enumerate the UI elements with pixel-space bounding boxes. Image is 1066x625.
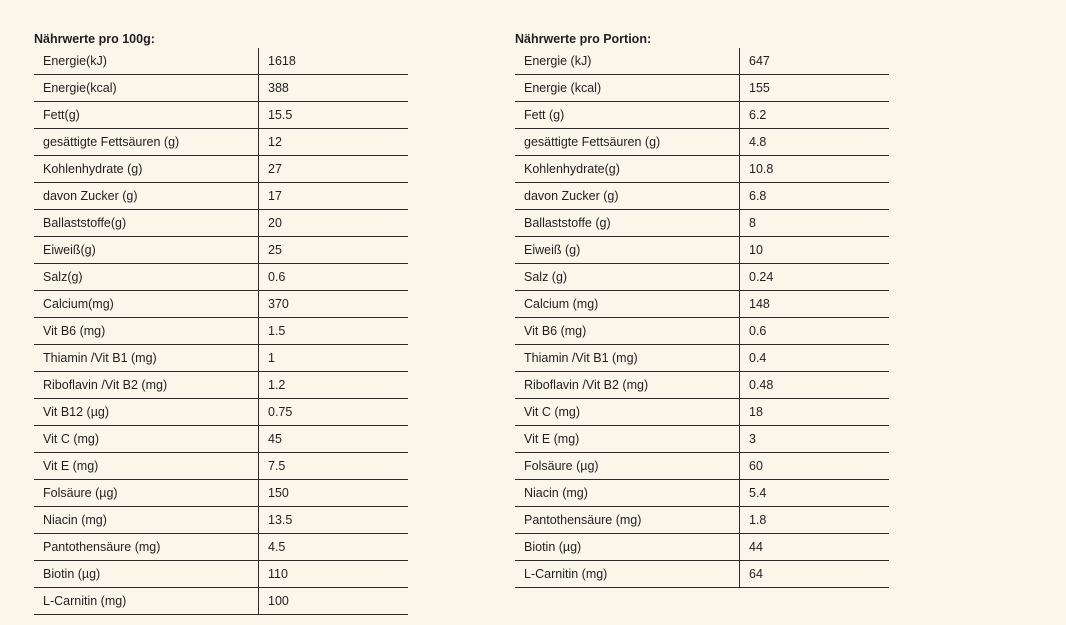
nutrient-name: Calcium(mg): [34, 291, 259, 318]
nutrient-value: 6.2: [740, 102, 890, 129]
nutrient-value: 25: [259, 237, 409, 264]
nutrient-name: Calcium (mg): [515, 291, 740, 318]
nutrient-value: 1.8: [740, 507, 890, 534]
table-row: [34, 237, 408, 264]
nutrient-value: 110: [259, 561, 409, 588]
nutrient-name: Energie(kcal): [34, 75, 259, 102]
table-row: [34, 345, 408, 372]
nutrient-name: Eiweiß (g): [515, 237, 740, 264]
table-row: [34, 426, 408, 453]
table-row: [515, 453, 889, 480]
nutrient-value: 20: [259, 210, 409, 237]
table-row: [34, 534, 408, 561]
nutrient-value: 17: [259, 183, 409, 210]
nutrient-value: 370: [259, 291, 409, 318]
nutrient-name: gesättigte Fettsäuren (g): [34, 129, 259, 156]
nutrient-value: 64: [740, 561, 890, 588]
nutrient-name: gesättigte Fettsäuren (g): [515, 129, 740, 156]
nutrient-value: 0.24: [740, 264, 890, 291]
table-row: [34, 264, 408, 291]
per-100g-title: Nährwerte pro 100g:: [34, 32, 155, 46]
nutrient-value: 388: [259, 75, 409, 102]
table-row: [515, 372, 889, 399]
nutrient-value: 8: [740, 210, 890, 237]
table-row: [515, 291, 889, 318]
nutrient-name: Energie (kcal): [515, 75, 740, 102]
nutrient-value: 1.2: [259, 372, 409, 399]
table-row: [515, 426, 889, 453]
nutrient-name: Vit B6 (mg): [34, 318, 259, 345]
nutrient-name: Pantothensäure (mg): [515, 507, 740, 534]
table-row: [515, 507, 889, 534]
nutrient-name: Folsäure (µg): [515, 453, 740, 480]
nutrient-name: Niacin (mg): [515, 480, 740, 507]
table-row: [515, 156, 889, 183]
nutrient-name: Thiamin /Vit B1 (mg): [515, 345, 740, 372]
table-row: [515, 345, 889, 372]
table-row: [515, 237, 889, 264]
table-row: [34, 129, 408, 156]
table-row: [34, 480, 408, 507]
table-row: [34, 183, 408, 210]
table-row: [34, 102, 408, 129]
nutrient-value: 647: [740, 48, 890, 75]
nutrient-name: Vit B12 (µg): [34, 399, 259, 426]
table-row: [34, 75, 408, 102]
nutrient-value: 4.8: [740, 129, 890, 156]
nutrient-name: Eiweiß(g): [34, 237, 259, 264]
table-row: [515, 264, 889, 291]
nutrient-value: 6.8: [740, 183, 890, 210]
table-row: [34, 561, 408, 588]
table-row: [34, 156, 408, 183]
table-row: [34, 291, 408, 318]
nutrition-per-portion-section: [515, 31, 889, 588]
nutrient-name: Fett(g): [34, 102, 259, 129]
nutrient-value: 100: [259, 588, 409, 615]
nutrient-name: Riboflavin /Vit B2 (mg): [34, 372, 259, 399]
table-row: [34, 210, 408, 237]
nutrient-name: Salz (g): [515, 264, 740, 291]
nutrient-value: 44: [740, 534, 890, 561]
nutrition-per-100g-section: [34, 31, 408, 615]
nutrient-value: 0.4: [740, 345, 890, 372]
per-100g-table: [34, 48, 408, 615]
table-row: [515, 480, 889, 507]
per-portion-table: [515, 48, 889, 588]
table-row: [515, 210, 889, 237]
nutrient-name: Vit E (mg): [34, 453, 259, 480]
table-row: [34, 318, 408, 345]
nutrient-name: Biotin (µg): [34, 561, 259, 588]
table-row: [34, 48, 408, 75]
table-row: [515, 183, 889, 210]
nutrient-value: 155: [740, 75, 890, 102]
nutrient-value: 10.8: [740, 156, 890, 183]
nutrient-name: Ballaststoffe(g): [34, 210, 259, 237]
nutrient-name: Vit C (mg): [34, 426, 259, 453]
table-row: [515, 534, 889, 561]
table-row: [515, 129, 889, 156]
nutrient-name: Thiamin /Vit B1 (mg): [34, 345, 259, 372]
table-row: [515, 75, 889, 102]
nutrient-name: Vit C (mg): [515, 399, 740, 426]
nutrient-value: 7.5: [259, 453, 409, 480]
nutrient-value: 27: [259, 156, 409, 183]
nutrient-value: 0.48: [740, 372, 890, 399]
nutrient-name: Biotin (µg): [515, 534, 740, 561]
nutrient-name: Kohlenhydrate(g): [515, 156, 740, 183]
nutrient-value: 4.5: [259, 534, 409, 561]
nutrient-name: Salz(g): [34, 264, 259, 291]
per-portion-title: Nährwerte pro Portion:: [515, 32, 652, 46]
nutrient-name: Folsäure (µg): [34, 480, 259, 507]
nutrient-name: L-Carnitin (mg): [34, 588, 259, 615]
nutrient-value: 1.5: [259, 318, 409, 345]
nutrient-value: 5.4: [740, 480, 890, 507]
table-row: [34, 372, 408, 399]
table-row: [515, 102, 889, 129]
nutrient-value: 1618: [259, 48, 409, 75]
nutrient-name: Energie (kJ): [515, 48, 740, 75]
nutrient-value: 0.6: [740, 318, 890, 345]
nutrient-name: Ballaststoffe (g): [515, 210, 740, 237]
nutrient-name: Kohlenhydrate (g): [34, 156, 259, 183]
nutrient-value: 18: [740, 399, 890, 426]
nutrient-name: Vit E (mg): [515, 426, 740, 453]
nutrient-value: 0.6: [259, 264, 409, 291]
nutrient-name: davon Zucker (g): [515, 183, 740, 210]
table-row: [34, 507, 408, 534]
nutrient-name: Riboflavin /Vit B2 (mg): [515, 372, 740, 399]
nutrient-value: 45: [259, 426, 409, 453]
nutrient-value: 150: [259, 480, 409, 507]
nutrient-value: 10: [740, 237, 890, 264]
table-row: [515, 318, 889, 345]
nutrient-value: 0.75: [259, 399, 409, 426]
nutrient-value: 15.5: [259, 102, 409, 129]
nutrient-value: 148: [740, 291, 890, 318]
nutrient-name: L-Carnitin (mg): [515, 561, 740, 588]
nutrient-name: Vit B6 (mg): [515, 318, 740, 345]
per-portion-table-body: [515, 48, 889, 588]
nutrient-name: Fett (g): [515, 102, 740, 129]
table-row: [515, 399, 889, 426]
nutrient-value: 12: [259, 129, 409, 156]
nutrient-value: 60: [740, 453, 890, 480]
table-row: [34, 453, 408, 480]
table-row: [515, 561, 889, 588]
nutrient-value: 1: [259, 345, 409, 372]
nutrient-name: Pantothensäure (mg): [34, 534, 259, 561]
table-row: [34, 588, 408, 615]
nutrient-name: Niacin (mg): [34, 507, 259, 534]
nutrient-value: 13.5: [259, 507, 409, 534]
nutrient-name: Energie(kJ): [34, 48, 259, 75]
nutrient-value: 3: [740, 426, 890, 453]
table-row: [34, 399, 408, 426]
per-100g-table-body: [34, 48, 408, 615]
table-row: [515, 48, 889, 75]
nutrient-name: davon Zucker (g): [34, 183, 259, 210]
